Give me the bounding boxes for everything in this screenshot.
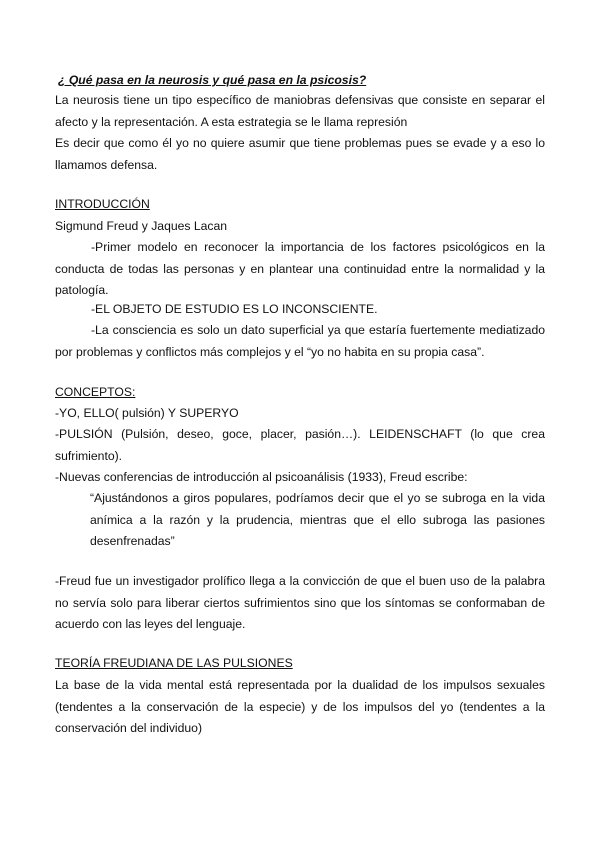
- section-heading-introduccion: INTRODUCCIÓN: [55, 197, 150, 211]
- concept-conferencias: -Nuevas conferencias de introducción al psicoanálisis (1933), Freud escribe:: [55, 470, 468, 484]
- freud-paragraph: -Freud fue un investigador prolífico llega a la convicción de que el buen uso de la palabra no servía solo para liberar ciertos sufrimientos sino que los síntomas se conformaban de acuerdo con las leyes del lenguaje.: [55, 574, 545, 631]
- defense-paragraph: Es decir que como él yo no quiere asumir que tiene problemas pues se evade y a eso lo llamamos defensa.: [55, 136, 545, 172]
- neurosis-paragraph: La neurosis tiene un tipo específico de maniobras defensivas que consiste en separar el afecto y la representación. A esta estrategia se le llama represión: [55, 93, 545, 129]
- concept-pulsion: -PULSIÓN (Pulsión, deseo, goce, placer, pasión…). LEIDENSCHAFT (lo que crea sufrimiento).: [55, 427, 545, 463]
- intro-item-primer-modelo: -Primer modelo en reconocer la importancia de los factores psicológicos en la conducta de todas las personas y en plantear una continuidad entre la normalidad y la patología.: [55, 240, 545, 297]
- concept-yo-ello-superyo: -YO, ELLO( pulsión) Y SUPERYO: [55, 406, 239, 420]
- intro-item-objeto-estudio: -EL OBJETO DE ESTUDIO ES LO INCONSCIENTE.: [91, 302, 378, 316]
- intro-item-consciencia: -La consciencia es solo un dato superficial ya que estaría fuertemente mediatizado por problemas y conflictos más complejos y el “yo no habita en su propia casa”.: [55, 323, 545, 359]
- section-heading-teoria-pulsiones: TEORÍA FREUDIANA DE LAS PULSIONES: [55, 656, 293, 670]
- document-title: ¿ Qué pasa en la neurosis y qué pasa en la psicosis?: [58, 73, 367, 87]
- theory-paragraph: La base de la vida mental está representada por la dualidad de los impulsos sexuales (tendentes a la conservación de la especie) y de los impulsos del yo (tendentes a la conservación del individuo): [55, 678, 545, 735]
- intro-authors: Sigmund Freud y Jaques Lacan: [55, 219, 228, 233]
- freud-quote: “Ajustándonos a giros populares, podríamos decir que el yo se subroga en la vida anímica a la razón y la prudencia, mientras que el ello subroga las pasiones desenfrenadas”: [90, 491, 545, 548]
- section-heading-conceptos: CONCEPTOS:: [55, 385, 136, 399]
